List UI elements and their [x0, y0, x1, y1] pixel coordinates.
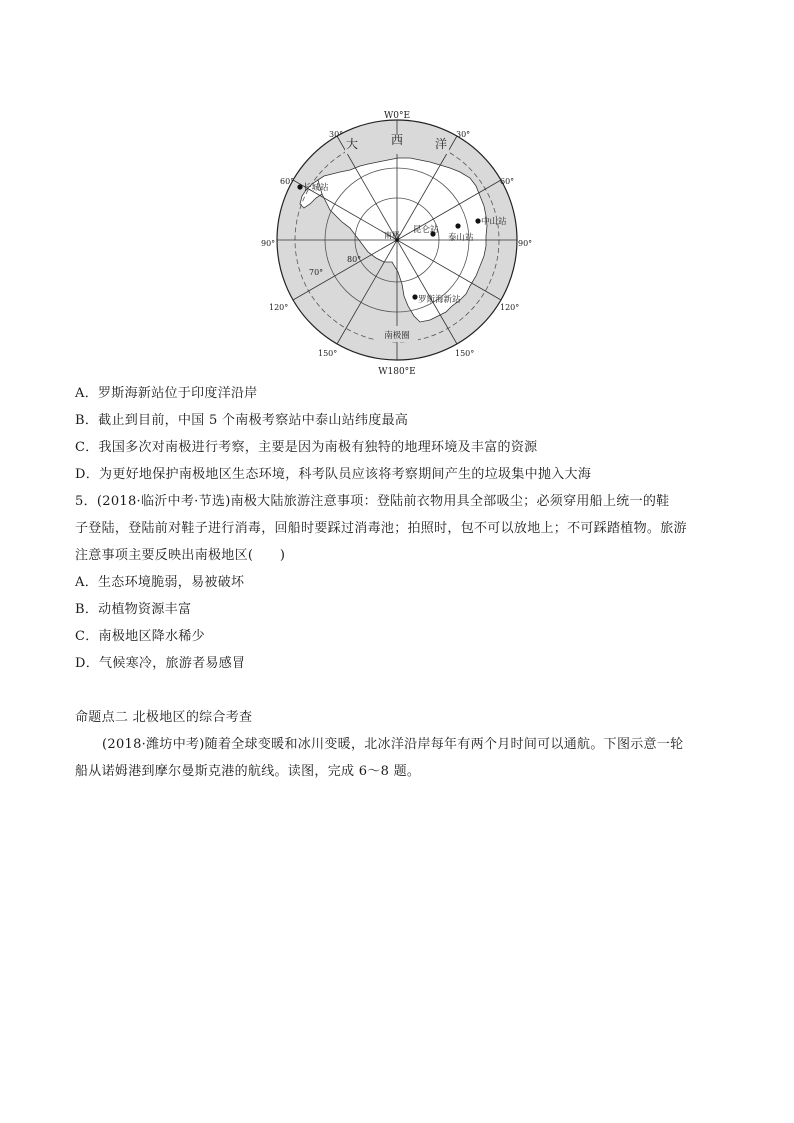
deg-90-right: 90° — [518, 239, 533, 248]
q5-option-d: D．气候寒冷，旅游者易感冒 — [75, 656, 246, 671]
lat-70-label: 70° — [309, 268, 324, 277]
station-dot-taishan — [455, 223, 460, 228]
q5-option-a: A．生态环境脆弱，易被破坏 — [75, 575, 245, 590]
station-dot-zhongshan — [475, 218, 480, 223]
section-intro-line-1: (2018·潍坊中考)随着全球变暖和冰川变暖，北冰洋沿岸每年有两个月时间可以通航。下图示意一轮 — [102, 737, 684, 752]
lat-80-label: 80° — [347, 255, 362, 264]
deg-150-right: 150° — [455, 349, 475, 358]
deg-120-right: 120° — [500, 303, 520, 312]
section-intro-line-2: 船从诺姆港到摩尔曼斯克港的航线。读图，完成 6～8 题。 — [75, 764, 421, 779]
station-label-kunlun: 昆仑站 — [413, 225, 439, 235]
q5-stem-line-2: 子登陆，登陆前对鞋子进行消毒，回船时要踩过消毒池；拍照时，包不可以放地上；不可踩踏植物。旅游 — [75, 521, 687, 536]
deg-60-left: 60° — [280, 177, 295, 186]
bottom-meridian-label: W180°E — [378, 367, 416, 377]
deg-60-right: 60° — [500, 177, 515, 186]
station-dot-luosihai — [412, 294, 417, 299]
ocean-label-char-3: 洋 — [434, 137, 448, 151]
q4-option-c: C．我国多次对南极进行考察，主要是因为南极有独特的地理环境及丰富的资源 — [75, 440, 538, 455]
top-meridian-label: W0°E — [383, 111, 411, 121]
q4-option-d: D．为更好地保护南极地区生态环境，科考队员应该将考察期间产生的垃圾集中抛入大海 — [75, 467, 592, 482]
q4-option-a: A．罗斯海新站位于印度洋沿岸 — [75, 386, 258, 401]
deg-30-left: 30° — [329, 130, 344, 139]
station-label-taishan: 泰山站 — [448, 233, 474, 243]
south-pole-label: 南极 — [384, 231, 400, 240]
station-dot-changcheng — [297, 184, 302, 189]
deg-120-left: 120° — [269, 303, 289, 312]
station-label-zhongshan: 中山站 — [481, 217, 507, 227]
antarctic-circle-label: 南极圈 — [384, 331, 410, 341]
q5-stem-line-1: 5．(2018·临沂中考·节选)南极大陆旅游注意事项：登陆前衣物用具全部吸尘；必须穿用船上统一的鞋 — [75, 494, 670, 509]
deg-90-left: 90° — [261, 239, 276, 248]
station-label-changcheng: 长城站 — [303, 183, 329, 193]
section-title: 命题点二 北极地区的综合考查 — [75, 710, 253, 725]
antarctica-map — [261, 104, 533, 377]
q5-option-c: C．南极地区降水稀少 — [75, 629, 205, 644]
q5-option-b: B．动植物资源丰富 — [75, 602, 192, 617]
deg-30-right: 30° — [456, 130, 471, 139]
station-label-luosihai: 罗斯海新站 — [418, 295, 461, 305]
ocean-label-char-2: 西 — [390, 133, 404, 147]
deg-150-left: 150° — [318, 349, 338, 358]
ocean-label-char-1: 大 — [345, 137, 359, 151]
q5-stem-line-3: 注意事项主要反映出南极地区( ) — [75, 548, 286, 563]
q4-option-b: B．截止到目前，中国 5 个南极考察站中泰山站纬度最高 — [75, 413, 409, 428]
